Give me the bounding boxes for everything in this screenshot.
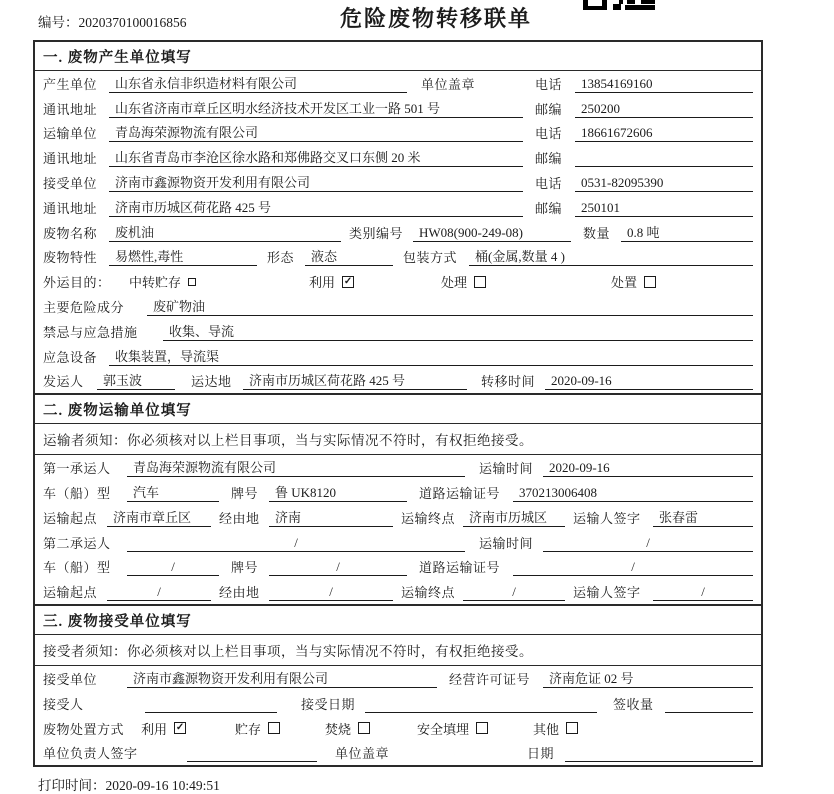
field-label: 道路运输证号	[419, 560, 501, 576]
field-label: 车（船）型	[43, 560, 111, 576]
checkbox-option	[533, 719, 578, 738]
form-row	[35, 635, 761, 666]
field-label: 经营许可证号	[449, 671, 531, 687]
field-label: 包装方式	[403, 250, 458, 266]
field-value: 废机油	[109, 222, 341, 242]
checkbox-label: 利用	[141, 721, 168, 737]
form-row	[35, 245, 761, 270]
field-label: 运输人签字	[573, 585, 641, 601]
checkbox-label: 安全填埋	[417, 721, 470, 737]
field-label: 转移时间	[481, 374, 536, 390]
field-value: 液态	[305, 246, 393, 266]
field-label: 废物名称	[43, 225, 98, 241]
field-value: 370213006408	[513, 485, 753, 502]
field-value: 250200	[575, 101, 753, 118]
checkbox-unchecked-icon	[566, 722, 578, 734]
field-label: 运输单位	[43, 126, 98, 142]
form-row	[35, 121, 761, 146]
checkbox-option	[129, 272, 309, 291]
field-label: 牌号	[231, 485, 259, 501]
field-value: 250101	[575, 200, 753, 217]
field-label: 数量	[583, 225, 611, 241]
field-value: 废矿物油	[147, 296, 753, 316]
field-value	[565, 745, 753, 762]
checkbox-label: 贮存	[235, 721, 262, 737]
field-value: 18661672606	[575, 125, 753, 142]
checkbox-unchecked-icon	[268, 722, 280, 734]
field-value: 0.8 吨	[621, 222, 753, 242]
checkbox-checked-icon: ✓	[343, 275, 353, 287]
field-label: 邮编	[535, 101, 563, 117]
field-value: 2020-09-16	[545, 373, 753, 390]
form-row	[35, 555, 761, 580]
field-value: 济南市历城区荷花路 425 号	[243, 370, 467, 390]
field-value: 收集装置，导流渠	[109, 346, 753, 366]
field-label: 邮编	[535, 151, 563, 167]
field-label: 通讯地址	[43, 200, 98, 216]
field-value: 青岛海荣源物流有限公司	[127, 457, 465, 477]
checkbox-label: 焚烧	[325, 721, 352, 737]
doc-number-value: 2020370100016856	[78, 15, 187, 30]
field-value: 桶(金属,数量 4 )	[469, 246, 753, 266]
field-label: 通讯地址	[43, 101, 98, 117]
form-row	[35, 716, 761, 741]
checkbox-unchecked-icon	[644, 276, 656, 288]
field-value: 收集、导流	[163, 321, 753, 341]
form-row	[35, 505, 761, 530]
field-label: 单位负责人签字	[43, 746, 138, 762]
checkbox-option	[309, 272, 441, 291]
field-label: 邮编	[535, 200, 563, 216]
checkbox-unchecked-icon	[358, 722, 370, 734]
field-label: 废物特性	[43, 250, 98, 266]
field-value: 汽车	[127, 482, 219, 502]
form-row	[35, 424, 761, 455]
form-row	[35, 195, 761, 220]
form-row	[35, 220, 761, 245]
field-value: /	[127, 559, 219, 576]
checkbox-label: 其他	[533, 721, 560, 737]
field-label: 运输时间	[479, 461, 534, 477]
form-row	[35, 71, 761, 96]
form-row	[35, 691, 761, 716]
checkbox-label: 中转贮存	[129, 275, 182, 291]
field-value: 济南危证 02 号	[543, 668, 753, 688]
field-value: 郭玉波	[97, 370, 175, 390]
field-value: 易燃性,毒性	[109, 246, 257, 266]
form-row	[35, 455, 761, 480]
field-label: 第一承运人	[43, 461, 111, 477]
field-label: 运输起点	[43, 510, 98, 526]
field-value: 山东省济南市章丘区明水经济技术开发区工业一路 501 号	[109, 98, 523, 118]
field-value: /	[107, 584, 211, 601]
field-value: 鲁 UK8120	[269, 482, 407, 502]
checkbox-unchecked-icon	[188, 278, 196, 286]
field-label: 单位盖章	[335, 746, 390, 762]
checkbox-checked-icon: ✓	[175, 722, 185, 734]
field-label: 电话	[535, 126, 563, 142]
field-value: /	[269, 559, 407, 576]
field-value: 山东省青岛市李沧区徐水路和郑佛路交叉口东侧 20 米	[109, 147, 523, 167]
field-value: 济南市鑫源物资开发利用有限公司	[109, 172, 523, 192]
field-label: 运输起点	[43, 585, 98, 601]
checkbox-label: 处理	[441, 275, 468, 291]
field-label: 签收量	[613, 696, 654, 712]
field-label: 接受日期	[301, 696, 356, 712]
field-value	[575, 150, 753, 167]
field-value	[365, 696, 597, 713]
field-label: 主要危险成分	[43, 299, 125, 315]
field-label: 第二承运人	[43, 535, 111, 551]
field-value: 济南市鑫源物资开发利用有限公司	[127, 668, 437, 688]
field-value: 济南市历城区	[463, 507, 565, 527]
form-row	[35, 530, 761, 555]
form-row	[35, 294, 761, 319]
checkbox-unchecked-icon	[476, 722, 488, 734]
field-label: 道路运输证号	[419, 485, 501, 501]
field-label: 经由地	[219, 585, 260, 601]
field-value: /	[543, 535, 753, 552]
checkbox-label: 利用	[309, 275, 336, 291]
section-box	[33, 604, 763, 767]
checkbox-option	[235, 719, 325, 738]
section-heading: 一. 废物产生单位填写	[35, 42, 761, 71]
form-row	[35, 269, 761, 294]
field-label: 电话	[535, 175, 563, 191]
field-label: 运输终点	[401, 585, 456, 601]
form-row	[35, 96, 761, 121]
field-value: 青岛海荣源物流有限公司	[109, 122, 523, 142]
form-row	[35, 344, 761, 369]
field-label: 通讯地址	[43, 151, 98, 167]
checkbox-unchecked-icon	[474, 276, 486, 288]
field-label: 经由地	[219, 510, 260, 526]
form-row	[35, 741, 761, 766]
form-row	[35, 319, 761, 344]
field-label: 运输终点	[401, 510, 456, 526]
field-label: 类别编号	[349, 225, 404, 241]
page-title: 危险废物转移联单	[339, 6, 532, 31]
form-row	[35, 170, 761, 195]
section-heading: 二. 废物运输单位填写	[35, 395, 761, 424]
field-value: /	[513, 559, 753, 576]
field-label: 运输时间	[479, 535, 534, 551]
field-label: 发运人	[43, 374, 84, 390]
form-row	[35, 369, 761, 394]
field-value: 济南	[269, 507, 393, 527]
form-row	[35, 666, 761, 691]
checkbox-option	[325, 719, 417, 738]
field-value	[187, 745, 317, 762]
field-value: /	[463, 584, 565, 601]
checkbox-option	[417, 719, 533, 738]
field-label: 外运目的：	[43, 275, 111, 291]
field-value: /	[127, 535, 465, 552]
field-value: 2020-09-16	[543, 460, 753, 477]
checkbox-label: 处置	[611, 275, 638, 291]
field-value: HW08(900-249-08)	[413, 225, 571, 242]
field-label: 接受者须知：你必须核对以上栏目事项，当与实际情况不符时，有权拒绝接受。	[43, 644, 533, 660]
form-row	[35, 579, 761, 604]
section-heading: 三. 废物接受单位填写	[35, 606, 761, 635]
document-header	[0, 0, 796, 36]
field-value	[665, 696, 753, 713]
form-row	[35, 480, 761, 505]
field-label: 接受单位	[43, 671, 98, 687]
field-label: 形态	[267, 250, 295, 266]
field-label: 运输人签字	[573, 510, 641, 526]
field-value: /	[269, 584, 393, 601]
print-time-value: 2020-09-16 10:49:51	[105, 778, 220, 794]
checkbox-option	[441, 272, 611, 291]
field-label: 运达地	[191, 374, 232, 390]
form-sections	[33, 40, 763, 767]
field-value	[145, 696, 277, 713]
field-label: 产生单位	[43, 76, 98, 92]
field-value: 13854169160	[575, 76, 753, 93]
field-label: 接受单位	[43, 175, 98, 191]
field-label: 废物处置方式	[43, 721, 125, 737]
field-value: 张春雷	[653, 507, 753, 527]
field-label: 电话	[535, 76, 563, 92]
field-label: 车（船）型	[43, 485, 111, 501]
field-value: /	[653, 584, 753, 601]
print-time	[38, 774, 796, 794]
field-label: 牌号	[231, 560, 259, 576]
print-time-label: 打印时间：	[38, 778, 106, 794]
field-label: 应急设备	[43, 349, 98, 365]
field-value: 0531-82095390	[575, 175, 753, 192]
field-label: 禁忌与应急措施	[43, 324, 138, 340]
doc-number-label: 编号：	[38, 15, 79, 30]
field-label: 日期	[527, 746, 555, 762]
field-label: 单位盖章	[421, 76, 476, 92]
section-box	[33, 40, 763, 395]
field-value: 济南市章丘区	[107, 507, 211, 527]
form-row	[35, 145, 761, 170]
field-label: 接受人	[43, 696, 84, 712]
checkbox-option	[141, 719, 235, 738]
section-box	[33, 393, 763, 606]
checkbox-option	[611, 272, 656, 291]
field-label: 运输者须知：你必须核对以上栏目事项，当与实际情况不符时，有权拒绝接受。	[43, 433, 533, 449]
field-value: 山东省永信非织造材料有限公司	[109, 73, 407, 93]
field-value: 济南市历城区荷花路 425 号	[109, 197, 523, 217]
